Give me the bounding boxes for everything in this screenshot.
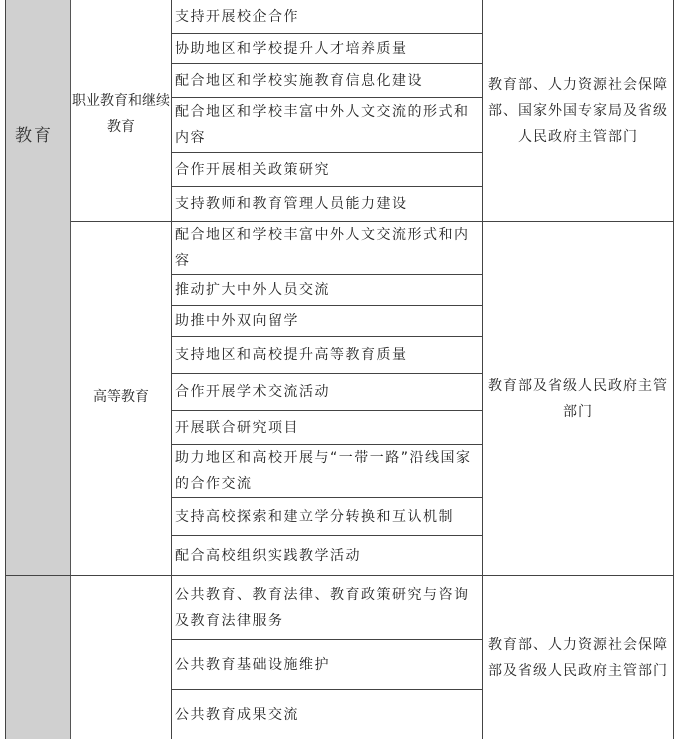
department-cell: 教育部及省级人民政府主管部门 [488,377,668,420]
category-cell-blank [5,576,71,739]
list-item: 支持高校探索和建立学分转换和互认机制 [175,508,454,525]
list-item: 合作开展学术交流活动 [175,384,330,400]
list-item: 合作开展相关政策研究 [175,161,330,178]
list-item: 支持地区和高校提升高等教育质量 [175,347,408,363]
list-item: 配合地区和学校丰富中外人文交流的形式和内容 [175,104,470,146]
section-name-higher: 高等教育 [93,389,149,405]
list-item: 助推中外双向留学 [175,313,299,329]
list-item: 助力地区和高校开展与“一带一路”沿线国家的合作交流 [175,450,472,492]
list-item: 协助地区和学校提升人才培养质量 [175,40,408,57]
section-name-vocational: 职业教育和继续教育 [72,93,170,135]
list-item: 公共教育基础设施维护 [175,656,330,673]
grid-line [5,0,6,739]
grid-line [482,0,483,739]
list-item: 配合地区和学校实施教育信息化建设 [175,72,423,89]
category-cell-education [5,0,71,576]
department-cell: 教育部、人力资源社会保障部及省级人民政府主管部门 [488,637,668,679]
department-cell: 教育部、人力资源社会保障部、国家外国专家局及省级人民政府主管部门 [488,76,668,145]
list-item: 配合高校组织实践教学活动 [175,547,361,564]
list-item: 支持教师和教育管理人员能力建设 [175,196,408,212]
grid-line [5,575,674,576]
grid-line [673,0,674,739]
list-item: 配合地区和学校丰富中外人文交流形式和内容 [175,227,470,269]
list-item: 推动扩大中外人员交流 [175,282,330,298]
list-item: 支持开展校企合作 [175,8,299,25]
list-item: 开展联合研究项目 [175,419,299,436]
list-item: 公共教育、教育法律、教育政策研究与咨询及教育法律服务 [175,587,470,629]
list-item: 公共教育成果交流 [175,706,299,723]
category-label: 教育 [15,126,53,146]
